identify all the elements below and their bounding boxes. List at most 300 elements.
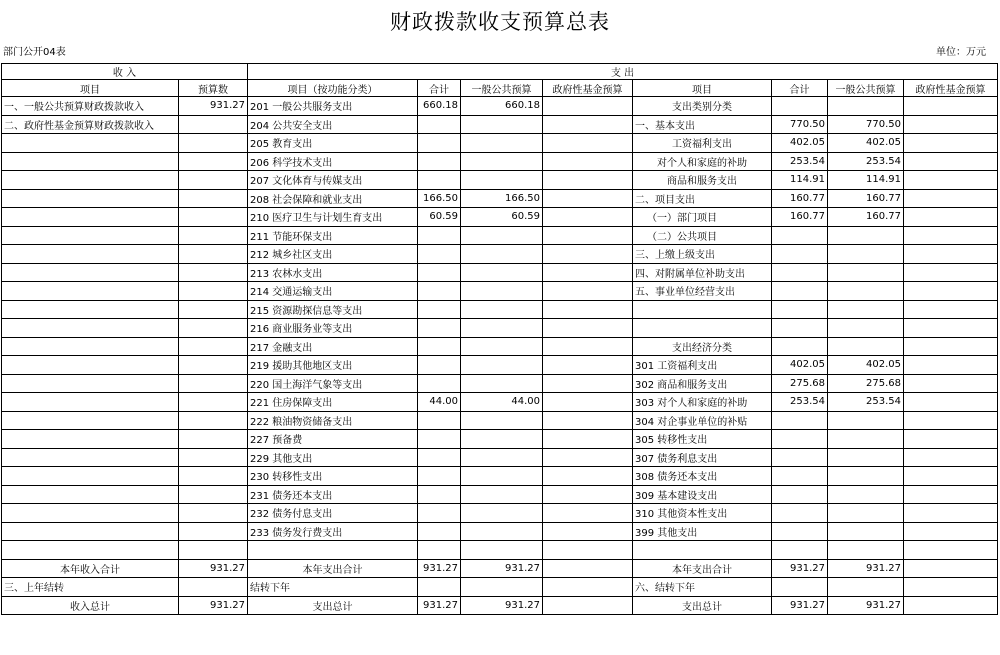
cell-income-budget	[179, 282, 248, 301]
cell-expense-total	[418, 374, 461, 393]
cell-expense-func-item: 205 教育支出	[248, 134, 418, 153]
cell-income-item	[2, 522, 179, 541]
cell-expense-fund2	[904, 319, 998, 338]
cell-income-budget	[179, 411, 248, 430]
cell-expense-general2: 114.91	[828, 171, 904, 190]
cell-expense-total2	[772, 485, 828, 504]
cell-expense-fund	[543, 411, 633, 430]
cell-expense-fund	[543, 559, 633, 578]
cell-expense-general	[461, 263, 543, 282]
cell-expense-fund	[543, 356, 633, 375]
cell-expense-total2	[772, 245, 828, 264]
table-row	[2, 393, 998, 412]
cell-expense-item: 支出类别分类	[633, 97, 772, 116]
table-row	[2, 208, 998, 227]
cell-income-budget	[179, 245, 248, 264]
cell-expense-fund2	[904, 189, 998, 208]
cell-income-budget	[179, 374, 248, 393]
cell-income-budget	[179, 485, 248, 504]
cell-expense-fund	[543, 596, 633, 615]
cell-expense-item: 五、事业单位经营支出	[633, 282, 772, 301]
cell-expense-general	[461, 411, 543, 430]
cell-expense-fund2	[904, 356, 998, 375]
unit-label: 单位：万元	[936, 47, 986, 58]
cell-expense-total	[418, 411, 461, 430]
cell-expense-func-item: 211 节能环保支出	[248, 226, 418, 245]
cell-income-item	[2, 356, 179, 375]
cell-expense-general	[461, 578, 543, 597]
cell-expense-item: 309 基本建设支出	[633, 485, 772, 504]
cell-expense-total	[418, 115, 461, 134]
cell-expense-total: 166.50	[418, 189, 461, 208]
cell-expense-func-item: 212 城乡社区支出	[248, 245, 418, 264]
cell-expense-fund	[543, 97, 633, 116]
cell-income-item	[2, 393, 179, 412]
cell-expense-general2: 931.27	[828, 596, 904, 615]
cell-expense-fund	[543, 337, 633, 356]
cell-income-item	[2, 337, 179, 356]
cell-expense-fund	[543, 152, 633, 171]
cell-expense-total2: 931.27	[772, 596, 828, 615]
cell-income-item	[2, 152, 179, 171]
cell-expense-fund	[543, 263, 633, 282]
cell-income-budget: 931.27	[179, 97, 248, 116]
cell-expense-func-item: 214 交通运输支出	[248, 282, 418, 301]
cell-expense-fund2	[904, 504, 998, 523]
cell-expense-general	[461, 319, 543, 338]
cell-expense-total2	[772, 411, 828, 430]
cell-expense-item: （一）部门项目	[633, 208, 772, 227]
cell-expense-total2: 253.54	[772, 152, 828, 171]
cell-expense-total2	[772, 504, 828, 523]
section-header-row	[2, 64, 998, 80]
cell-income-budget	[179, 319, 248, 338]
cell-expense-func-item: 216 商业服务业等支出	[248, 319, 418, 338]
cell-expense-total2: 402.05	[772, 356, 828, 375]
cell-expense-general2: 253.54	[828, 393, 904, 412]
cell-income-budget: 931.27	[179, 596, 248, 615]
cell-expense-general	[461, 356, 543, 375]
cell-expense-general2	[828, 245, 904, 264]
cell-expense-general	[461, 337, 543, 356]
table-row	[2, 485, 998, 504]
cell-expense-general2	[828, 263, 904, 282]
cell-expense-item: 310 其他资本性支出	[633, 504, 772, 523]
cell-income-budget	[179, 337, 248, 356]
cell-expense-fund2	[904, 596, 998, 615]
cell-income-item	[2, 282, 179, 301]
cell-expense-total	[418, 300, 461, 319]
cell-expense-item: 二、项目支出	[633, 189, 772, 208]
cell-expense-general2	[828, 319, 904, 338]
table-row	[2, 430, 998, 449]
cell-expense-total2	[772, 319, 828, 338]
cell-expense-total2	[772, 282, 828, 301]
table-row	[2, 300, 998, 319]
cell-expense-item: 六、结转下年	[633, 578, 772, 597]
cell-income-item	[2, 189, 179, 208]
cell-income-budget	[179, 134, 248, 153]
cell-expense-fund2	[904, 171, 998, 190]
cell-expense-general2: 770.50	[828, 115, 904, 134]
col-header-item2: 项目	[633, 80, 772, 97]
cell-income-budget	[179, 226, 248, 245]
cell-expense-func-item: 210 医疗卫生与计划生育支出	[248, 208, 418, 227]
cell-income-item	[2, 430, 179, 449]
cell-income-item	[2, 300, 179, 319]
cell-expense-fund	[543, 226, 633, 245]
cell-expense-fund	[543, 245, 633, 264]
cell-expense-fund2	[904, 226, 998, 245]
cell-expense-total	[418, 152, 461, 171]
cell-expense-total2	[772, 541, 828, 560]
cell-expense-item	[633, 541, 772, 560]
col-header-fund2: 政府性基金预算	[904, 80, 998, 97]
cell-expense-fund2	[904, 115, 998, 134]
table-row	[2, 319, 998, 338]
col-header-item: 项目	[2, 80, 179, 97]
cell-expense-fund2	[904, 448, 998, 467]
cell-income-budget	[179, 504, 248, 523]
cell-expense-func-item: 219 援助其他地区支出	[248, 356, 418, 375]
table-row	[2, 411, 998, 430]
cell-income-item	[2, 374, 179, 393]
cell-expense-general: 44.00	[461, 393, 543, 412]
cell-income-budget	[179, 578, 248, 597]
col-header-func-item: 项目（按功能分类）	[248, 80, 418, 97]
cell-expense-func-item: 227 预备费	[248, 430, 418, 449]
cell-expense-func-item: 222 粮油物资储备支出	[248, 411, 418, 430]
cell-expense-general	[461, 430, 543, 449]
cell-expense-general	[461, 152, 543, 171]
cell-expense-total: 60.59	[418, 208, 461, 227]
cell-income-budget	[179, 393, 248, 412]
cell-income-budget	[179, 171, 248, 190]
cell-expense-item	[633, 300, 772, 319]
cell-expense-general	[461, 300, 543, 319]
cell-income-budget	[179, 300, 248, 319]
cell-expense-total2	[772, 578, 828, 597]
table-row	[2, 374, 998, 393]
cell-income-item	[2, 485, 179, 504]
table-row	[2, 115, 998, 134]
cell-expense-total2: 160.77	[772, 208, 828, 227]
cell-expense-func-item: 232 债务付息支出	[248, 504, 418, 523]
cell-income-item: 二、政府性基金预算财政拨款收入	[2, 115, 179, 134]
table-row	[2, 541, 998, 560]
cell-income-budget	[179, 189, 248, 208]
cell-expense-fund	[543, 393, 633, 412]
cell-income-item	[2, 226, 179, 245]
cell-expense-total	[418, 171, 461, 190]
cell-expense-total	[418, 522, 461, 541]
table-row	[2, 226, 998, 245]
table-row	[2, 263, 998, 282]
cell-expense-fund	[543, 300, 633, 319]
cell-income-item	[2, 319, 179, 338]
cell-income-item: 收入总计	[2, 596, 179, 615]
cell-expense-fund	[543, 541, 633, 560]
cell-expense-func-item: 支出总计	[248, 596, 418, 615]
cell-expense-general2: 253.54	[828, 152, 904, 171]
cell-expense-total2: 275.68	[772, 374, 828, 393]
table-row	[2, 448, 998, 467]
cell-expense-fund2	[904, 393, 998, 412]
cell-income-budget	[179, 541, 248, 560]
table-row	[2, 337, 998, 356]
cell-expense-fund2	[904, 300, 998, 319]
cell-expense-func-item: 结转下年	[248, 578, 418, 597]
cell-expense-general	[461, 541, 543, 560]
cell-expense-func-item: 207 文化体育与传媒支出	[248, 171, 418, 190]
cell-expense-fund	[543, 319, 633, 338]
cell-expense-item: 本年支出合计	[633, 559, 772, 578]
cell-expense-general: 60.59	[461, 208, 543, 227]
cell-income-budget	[179, 467, 248, 486]
cell-expense-item: 305 转移性支出	[633, 430, 772, 449]
cell-income-item	[2, 134, 179, 153]
cell-expense-total	[418, 504, 461, 523]
cell-expense-fund2	[904, 208, 998, 227]
cell-expense-item: 工资福利支出	[633, 134, 772, 153]
cell-expense-item: 302 商品和服务支出	[633, 374, 772, 393]
cell-expense-fund	[543, 448, 633, 467]
cell-expense-fund	[543, 171, 633, 190]
cell-income-budget	[179, 430, 248, 449]
cell-income-item: 本年收入合计	[2, 559, 179, 578]
table-row	[2, 134, 998, 153]
cell-expense-total	[418, 467, 461, 486]
cell-expense-total	[418, 448, 461, 467]
cell-income-budget: 931.27	[179, 559, 248, 578]
cell-expense-total2: 931.27	[772, 559, 828, 578]
cell-expense-fund2	[904, 430, 998, 449]
table-row	[2, 356, 998, 375]
cell-expense-item: 307 债务利息支出	[633, 448, 772, 467]
budget-table	[1, 63, 998, 615]
cell-expense-func-item: 229 其他支出	[248, 448, 418, 467]
cell-expense-item: 支出总计	[633, 596, 772, 615]
cell-expense-general	[461, 522, 543, 541]
cell-expense-general2	[828, 226, 904, 245]
cell-expense-general2: 402.05	[828, 134, 904, 153]
cell-expense-general2: 160.77	[828, 208, 904, 227]
cell-expense-func-item: 220 国土海洋气象等支出	[248, 374, 418, 393]
cell-expense-func-item: 201 一般公共服务支出	[248, 97, 418, 116]
cell-expense-fund2	[904, 97, 998, 116]
cell-expense-fund2	[904, 263, 998, 282]
table-row	[2, 578, 998, 597]
cell-expense-general	[461, 485, 543, 504]
cell-expense-total: 931.27	[418, 596, 461, 615]
cell-income-item	[2, 171, 179, 190]
cell-expense-total	[418, 337, 461, 356]
cell-expense-general	[461, 245, 543, 264]
cell-expense-general: 931.27	[461, 596, 543, 615]
cell-expense-general2	[828, 411, 904, 430]
table-row	[2, 559, 998, 578]
cell-expense-item: 304 对企事业单位的补贴	[633, 411, 772, 430]
cell-expense-func-item: 230 转移性支出	[248, 467, 418, 486]
cell-expense-func-item: 217 金融支出	[248, 337, 418, 356]
cell-expense-fund2	[904, 522, 998, 541]
cell-expense-fund2	[904, 485, 998, 504]
cell-expense-func-item: 233 债务发行费支出	[248, 522, 418, 541]
table-row	[2, 97, 998, 116]
cell-expense-total: 660.18	[418, 97, 461, 116]
cell-expense-total: 44.00	[418, 393, 461, 412]
cell-expense-fund2	[904, 578, 998, 597]
cell-expense-total	[418, 282, 461, 301]
cell-expense-general	[461, 374, 543, 393]
cell-expense-total2	[772, 337, 828, 356]
cell-income-item	[2, 208, 179, 227]
cell-expense-total	[418, 134, 461, 153]
cell-income-budget	[179, 263, 248, 282]
cell-expense-item: 303 对个人和家庭的补助	[633, 393, 772, 412]
cell-expense-total2	[772, 300, 828, 319]
cell-expense-item	[633, 319, 772, 338]
cell-expense-fund2	[904, 559, 998, 578]
cell-expense-general2	[828, 467, 904, 486]
cell-expense-fund	[543, 282, 633, 301]
cell-expense-general2	[828, 578, 904, 597]
cell-expense-fund2	[904, 152, 998, 171]
table-row	[2, 152, 998, 171]
cell-expense-total	[418, 245, 461, 264]
cell-expense-total2: 770.50	[772, 115, 828, 134]
cell-expense-item: 308 债务还本支出	[633, 467, 772, 486]
cell-expense-item: 四、对附属单位补助支出	[633, 263, 772, 282]
cell-expense-general	[461, 448, 543, 467]
cell-expense-fund	[543, 485, 633, 504]
col-header-total2: 合计	[772, 80, 828, 97]
cell-expense-general: 931.27	[461, 559, 543, 578]
cell-expense-total	[418, 578, 461, 597]
income-section-header: 收 入	[2, 64, 248, 80]
cell-expense-func-item: 231 债务还本支出	[248, 485, 418, 504]
cell-expense-func-item: 204 公共安全支出	[248, 115, 418, 134]
cell-expense-fund2	[904, 467, 998, 486]
cell-expense-total2: 402.05	[772, 134, 828, 153]
table-row	[2, 282, 998, 301]
cell-expense-total2	[772, 467, 828, 486]
cell-income-item	[2, 411, 179, 430]
cell-expense-fund	[543, 189, 633, 208]
cell-expense-func-item	[248, 541, 418, 560]
cell-expense-fund	[543, 134, 633, 153]
column-header-row	[2, 80, 998, 97]
cell-expense-general2	[828, 300, 904, 319]
cell-expense-general2: 275.68	[828, 374, 904, 393]
cell-income-item	[2, 467, 179, 486]
cell-expense-fund	[543, 578, 633, 597]
col-header-general: 一般公共预算	[461, 80, 543, 97]
cell-expense-total: 931.27	[418, 559, 461, 578]
cell-income-item	[2, 263, 179, 282]
cell-expense-general	[461, 226, 543, 245]
cell-expense-general2	[828, 541, 904, 560]
cell-expense-general	[461, 504, 543, 523]
cell-expense-func-item: 221 住房保障支出	[248, 393, 418, 412]
cell-expense-general2: 931.27	[828, 559, 904, 578]
cell-income-budget	[179, 448, 248, 467]
cell-expense-total2	[772, 97, 828, 116]
cell-income-item	[2, 541, 179, 560]
expense-section-header: 支 出	[248, 64, 998, 80]
cell-expense-general	[461, 467, 543, 486]
col-header-fund: 政府性基金预算	[543, 80, 633, 97]
cell-expense-general2: 402.05	[828, 356, 904, 375]
cell-expense-total	[418, 541, 461, 560]
cell-expense-total2	[772, 430, 828, 449]
cell-expense-fund2	[904, 337, 998, 356]
cell-expense-fund	[543, 115, 633, 134]
table-row	[2, 467, 998, 486]
cell-expense-item: 399 其他支出	[633, 522, 772, 541]
cell-expense-fund2	[904, 411, 998, 430]
cell-income-item: 三、上年结转	[2, 578, 179, 597]
cell-expense-general	[461, 115, 543, 134]
cell-expense-general	[461, 282, 543, 301]
cell-expense-general2	[828, 282, 904, 301]
cell-expense-func-item: 208 社会保障和就业支出	[248, 189, 418, 208]
cell-expense-total	[418, 356, 461, 375]
cell-income-item	[2, 245, 179, 264]
cell-expense-total	[418, 485, 461, 504]
table-row	[2, 522, 998, 541]
col-header-total: 合计	[418, 80, 461, 97]
cell-income-item: 一、一般公共预算财政拨款收入	[2, 97, 179, 116]
cell-income-budget	[179, 356, 248, 375]
cell-expense-item: 三、上缴上级支出	[633, 245, 772, 264]
cell-expense-item: 301 工资福利支出	[633, 356, 772, 375]
cell-expense-general2	[828, 485, 904, 504]
cell-expense-fund	[543, 374, 633, 393]
cell-expense-fund2	[904, 134, 998, 153]
cell-expense-total	[418, 319, 461, 338]
form-id: 部门公开04表	[3, 47, 66, 58]
cell-expense-general2	[828, 504, 904, 523]
cell-expense-total2	[772, 263, 828, 282]
cell-expense-item: 支出经济分类	[633, 337, 772, 356]
cell-expense-general	[461, 171, 543, 190]
cell-expense-general2	[828, 337, 904, 356]
cell-expense-general: 166.50	[461, 189, 543, 208]
cell-expense-fund2	[904, 245, 998, 264]
table-row	[2, 504, 998, 523]
page-title: 财政拨款收支预算总表	[390, 10, 610, 34]
cell-expense-total	[418, 430, 461, 449]
cell-expense-total2	[772, 226, 828, 245]
table-row	[2, 171, 998, 190]
table-row	[2, 245, 998, 264]
cell-expense-fund	[543, 430, 633, 449]
cell-expense-item: 一、基本支出	[633, 115, 772, 134]
cell-expense-total2: 160.77	[772, 189, 828, 208]
cell-expense-general2	[828, 448, 904, 467]
cell-expense-fund	[543, 504, 633, 523]
col-header-budget: 预算数	[179, 80, 248, 97]
cell-expense-total	[418, 263, 461, 282]
cell-expense-total2	[772, 522, 828, 541]
col-header-general2: 一般公共预算	[828, 80, 904, 97]
cell-expense-item: 对个人和家庭的补助	[633, 152, 772, 171]
cell-expense-total2: 253.54	[772, 393, 828, 412]
cell-expense-fund	[543, 208, 633, 227]
cell-income-item	[2, 448, 179, 467]
cell-expense-general2	[828, 430, 904, 449]
